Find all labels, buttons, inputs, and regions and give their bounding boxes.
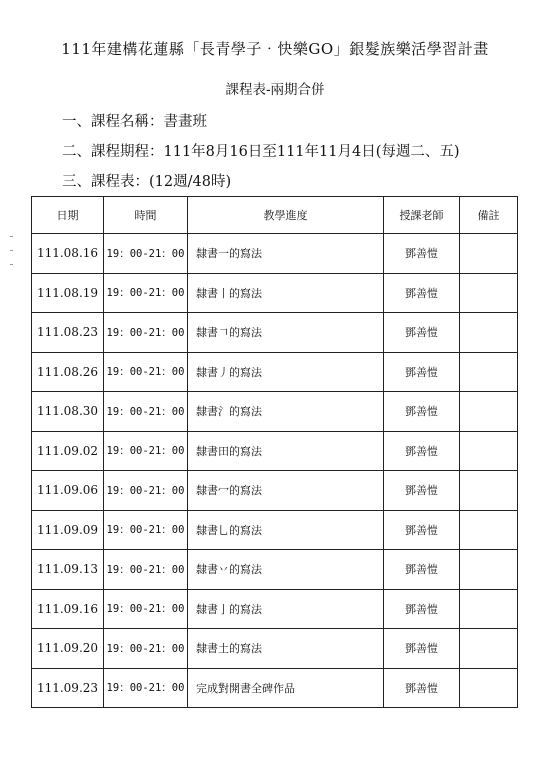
cell-date: 111.09.20 [32, 629, 104, 669]
table-row [32, 273, 518, 313]
document-title: 111年建構花蓮縣「長青學子‧快樂GO」銀髮族樂活學習計畫 [61, 40, 489, 58]
cell-note [460, 510, 518, 550]
header-time: 時間 [104, 197, 188, 234]
cell-teacher: 鄧善愷 [384, 392, 460, 432]
cell-teacher: 鄧善愷 [384, 550, 460, 590]
scan-margin-mark [10, 236, 13, 237]
table-row [32, 550, 518, 590]
cell-time: 19：00-21：00 [104, 589, 188, 629]
course-schedule-line: 三、課程表：(12週/48時) [62, 174, 232, 190]
cell-date: 111.09.06 [32, 471, 104, 511]
scan-margin-mark [10, 250, 13, 251]
table-row [32, 234, 518, 274]
cell-time: 19：00-21：00 [104, 550, 188, 590]
cell-date: 111.09.16 [32, 589, 104, 629]
cell-note [460, 352, 518, 392]
course-period-line: 二、課程期程：111年8月16日至111年11月4日(每週二、五) [62, 144, 460, 160]
cell-time: 19：00-21：00 [104, 431, 188, 471]
header-date: 日期 [32, 197, 104, 234]
table-row [32, 471, 518, 511]
table-row [32, 313, 518, 353]
table-row [32, 668, 518, 708]
cell-date: 111.09.02 [32, 431, 104, 471]
cell-date: 111.09.13 [32, 550, 104, 590]
cell-note [460, 550, 518, 590]
cell-progress: 隸書乚的寫法 [188, 510, 384, 550]
cell-teacher: 鄧善愷 [384, 510, 460, 550]
cell-time: 19：00-21：00 [104, 352, 188, 392]
cell-progress: 隸書田的寫法 [188, 431, 384, 471]
cell-time: 19：00-21：00 [104, 510, 188, 550]
cell-note [460, 273, 518, 313]
cell-note [460, 431, 518, 471]
scan-margin-mark [10, 264, 13, 265]
cell-teacher: 鄧善愷 [384, 471, 460, 511]
cell-progress: 隸書丷的寫法 [188, 550, 384, 590]
table-row [32, 392, 518, 432]
cell-progress: 隸書丿的寫法 [188, 352, 384, 392]
cell-date: 111.08.30 [32, 392, 104, 432]
cell-progress: 完成對開書全碑作品 [188, 668, 384, 708]
cell-progress: 隸書氵的寫法 [188, 392, 384, 432]
schedule-table [31, 196, 518, 708]
cell-note [460, 668, 518, 708]
cell-time: 19：00-21：00 [104, 471, 188, 511]
cell-teacher: 鄧善愷 [384, 589, 460, 629]
table-row [32, 431, 518, 471]
cell-note [460, 629, 518, 669]
table-row [32, 629, 518, 669]
cell-teacher: 鄧善愷 [384, 234, 460, 274]
table-row [32, 510, 518, 550]
cell-progress: 隸書一的寫法 [188, 234, 384, 274]
cell-teacher: 鄧善愷 [384, 313, 460, 353]
cell-date: 111.08.16 [32, 234, 104, 274]
cell-note [460, 589, 518, 629]
cell-time: 19：00-21：00 [104, 668, 188, 708]
cell-note [460, 392, 518, 432]
cell-progress: 隸書丨的寫法 [188, 273, 384, 313]
cell-note [460, 471, 518, 511]
cell-teacher: 鄧善愷 [384, 273, 460, 313]
cell-date: 111.08.26 [32, 352, 104, 392]
course-name-line: 一、課程名稱：書畫班 [62, 114, 207, 130]
cell-time: 19：00-21：00 [104, 392, 188, 432]
cell-progress: 隸書𠃍的寫法 [188, 313, 384, 353]
cell-teacher: 鄧善愷 [384, 352, 460, 392]
cell-teacher: 鄧善愷 [384, 668, 460, 708]
document-subtitle: 課程表-兩期合併 [225, 82, 325, 98]
table-row [32, 352, 518, 392]
table-row [32, 589, 518, 629]
header-progress: 教學進度 [188, 197, 384, 234]
cell-date: 111.08.19 [32, 273, 104, 313]
cell-teacher: 鄧善愷 [384, 629, 460, 669]
cell-progress: 隸書冖的寫法 [188, 471, 384, 511]
cell-time: 19：00-21：00 [104, 234, 188, 274]
cell-date: 111.08.23 [32, 313, 104, 353]
cell-time: 19：00-21：00 [104, 629, 188, 669]
cell-note [460, 234, 518, 274]
header-note: 備註 [460, 197, 518, 234]
table-header-row [32, 197, 518, 234]
cell-date: 111.09.09 [32, 510, 104, 550]
header-teacher: 授課老師 [384, 197, 460, 234]
cell-progress: 隸書亅的寫法 [188, 589, 384, 629]
cell-progress: 隸書土的寫法 [188, 629, 384, 669]
cell-date: 111.09.23 [32, 668, 104, 708]
cell-time: 19：00-21：00 [104, 273, 188, 313]
cell-teacher: 鄧善愷 [384, 431, 460, 471]
schedule-body [32, 234, 518, 708]
cell-time: 19：00-21：00 [104, 313, 188, 353]
cell-note [460, 313, 518, 353]
